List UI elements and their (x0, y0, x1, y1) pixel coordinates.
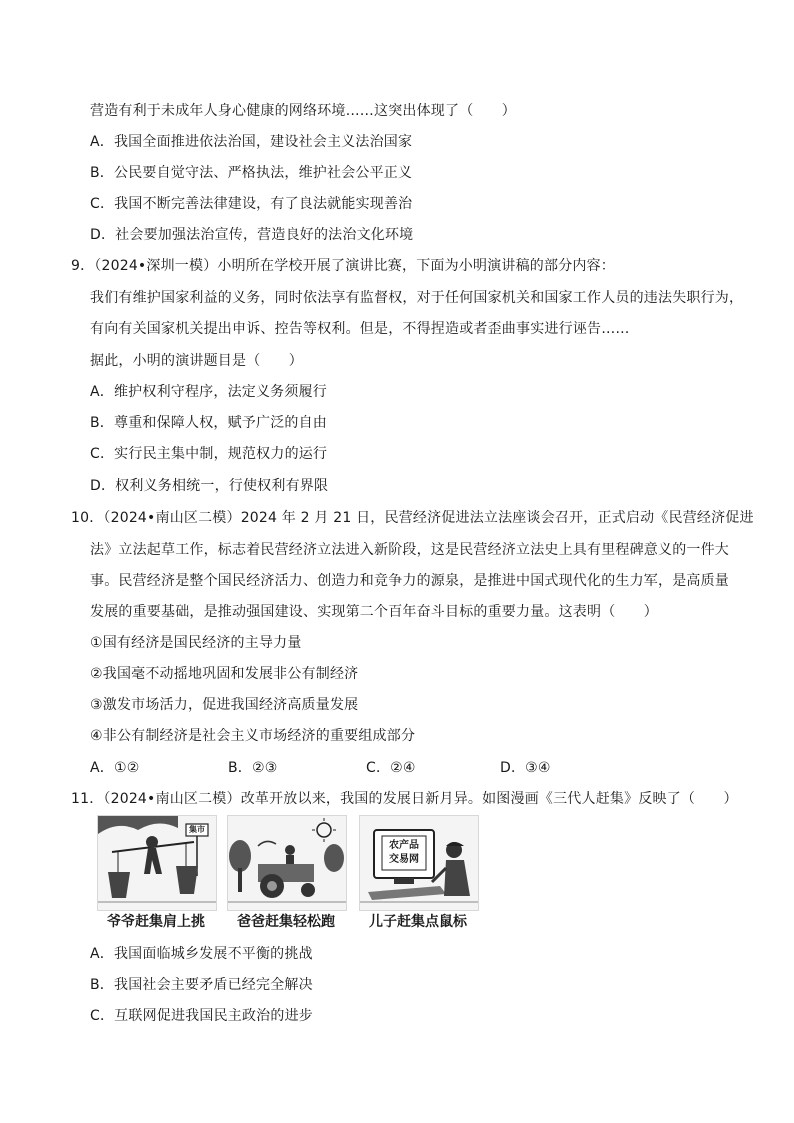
q9-option-d: D．权利义务相统一，行使权利有界限 (90, 478, 329, 494)
q8-option-d: D．社会要加强法治宣传，营造良好的法治文化环境 (90, 227, 414, 243)
q10-choice-b: B．②③ (228, 760, 278, 776)
q10-choice-d: D．③④ (500, 760, 551, 776)
q10-item-3: ③激发市场活力，促进我国经济高质量发展 (90, 697, 359, 713)
q11-option-a: A．我国面临城乡发展不平衡的挑战 (90, 946, 313, 962)
caption-dad: 爸爸赶集轻松跑 (237, 914, 335, 930)
market-sign-text: 集市 (189, 825, 205, 834)
q9-option-b: B．尊重和保障人权，赋予广泛的自由 (90, 415, 328, 431)
q10-choice-c: C．②④ (366, 760, 416, 776)
q9-speech-line-1: 我们有维护国家利益的义务，同时依法享有监督权，对于任何国家机关和国家工作人员的违法失职行为， (90, 290, 744, 306)
screen-text-line-2: 交易网 (389, 854, 419, 865)
q9-option-c: C．实行民主集中制，规范权力的运行 (90, 446, 328, 462)
q10-stem-line-1: 10．（2024•南山区二模）2024 年 2 月 21 日，民营经济促进法立法座谈会召开，正式启动《民营经济促进 (71, 510, 754, 526)
q8-option-c: C．我国不断完善法律建设，有了良法就能实现善治 (90, 196, 413, 212)
q9-ask: 据此，小明的演讲题目是（ ） (90, 353, 303, 369)
caption-grandpa: 爷爷赶集肩上挑 (107, 914, 205, 930)
q10-item-4: ④非公有制经济是社会主义市场经济的重要组成部分 (90, 728, 416, 744)
q8-option-a: A．我国全面推进依法治国，建设社会主义法治国家 (90, 134, 413, 150)
screen-text-line-1: 农产品 (389, 840, 419, 851)
q10-choice-a: A．①② (90, 760, 140, 776)
q8-stem-continued: 营造有利于未成年人身心健康的网络环境……这突出体现了（ ） (90, 103, 516, 119)
q8-option-b: B．公民要自觉守法、严格执法，维护社会公平正义 (90, 165, 413, 181)
caption-son: 儿子赶集点鼠标 (369, 914, 467, 930)
q9-stem: 9．（2024•深圳一模）小明所在学校开展了演讲比赛，下面为小明演讲稿的部分内容： (71, 258, 615, 274)
q10-stem-line-3: 事。民营经济是整个国民经济活力、创造力和竞争力的源泉，是推进中国式现代化的生力军，是高质量 (90, 573, 729, 589)
q11-option-c: C．互联网促进我国民主政治的进步 (90, 1008, 313, 1024)
q9-option-a: A．维护权利守程序，法定义务须履行 (90, 384, 327, 400)
cartoon-panel-dad (227, 815, 347, 911)
dad-tractor-illustration (228, 816, 346, 910)
cartoon-panel-son (359, 815, 479, 911)
q9-speech-line-2: 有向有关国家机关提出申诉、控告等权利。但是，不得捏造或者歪曲事实进行诬告…… (90, 321, 630, 337)
q10-stem-line-4: 发展的重要基础，是推动强国建设、实现第二个百年奋斗目标的重要力量。这表明（ ） (90, 604, 658, 620)
three-generations-cartoon (97, 815, 477, 933)
q10-item-1: ①国有经济是国民经济的主导力量 (90, 635, 302, 651)
q11-stem: 11．（2024•南山区二模）改革开放以来，我国的发展日新月异。如图漫画《三代人赶集》反映了（ ） (71, 791, 738, 807)
q10-item-2: ②我国毫不动摇地巩固和发展非公有制经济 (90, 666, 359, 682)
q11-option-b: B．我国社会主要矛盾已经完全解决 (90, 977, 313, 993)
q10-stem-line-2: 法》立法起草工作，标志着民营经济立法进入新阶段，这是民营经济立法史上具有里程碑意义的一件大 (90, 542, 729, 558)
